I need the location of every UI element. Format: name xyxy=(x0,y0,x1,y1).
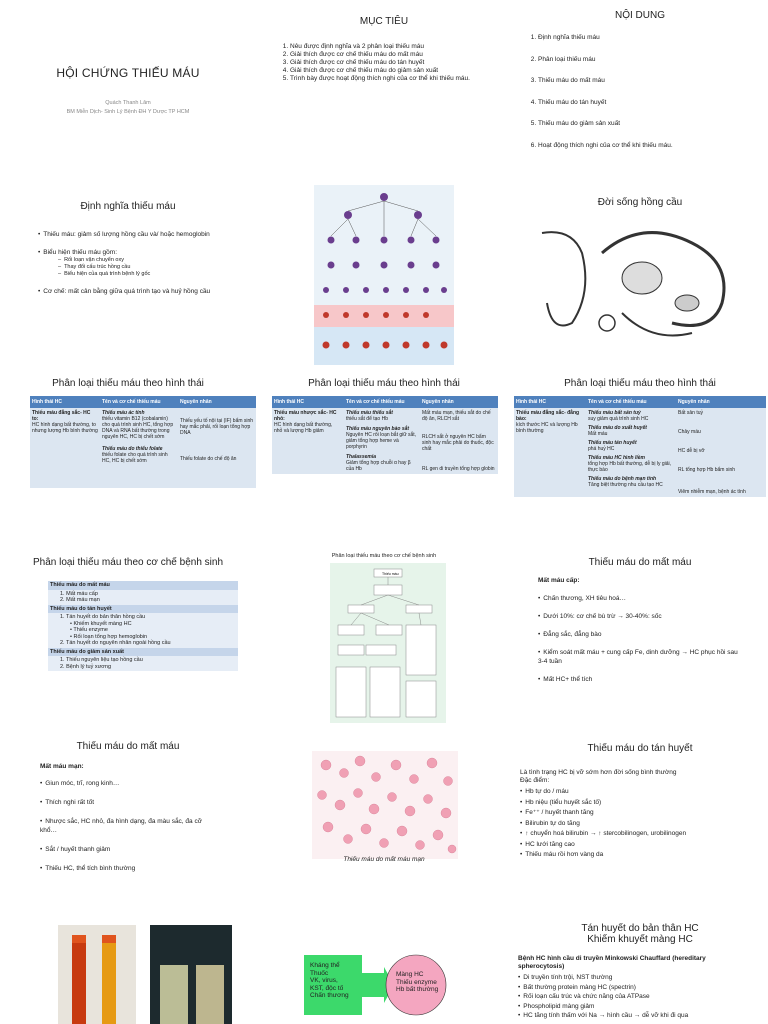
list-item: • Thiếu enzyme xyxy=(70,627,108,633)
slide-contents xyxy=(512,0,768,185)
table-cell xyxy=(514,408,586,497)
list-item: 2. Tán huyết do nguyên nhân ngoài hồng cầu xyxy=(60,640,171,646)
rbc-lifecycle-diagram xyxy=(512,213,768,363)
pathogenesis-list xyxy=(48,581,238,671)
cell-title: Thiếu máu đẳng sắc- HC to: xyxy=(32,410,91,422)
cell-title: Thiếu máu do thiếu folate xyxy=(102,446,163,452)
author-name: Quách Thanh Lâm xyxy=(105,100,151,106)
slide-pathogenesis xyxy=(0,545,256,730)
cell-title: Thiếu máu ác tính xyxy=(102,410,145,416)
list-item: • Di truyền tính trội, NST thường xyxy=(518,973,768,983)
sample-tubes-photo xyxy=(0,915,256,1024)
cause-item: Kháng thể xyxy=(310,962,340,969)
cause-item: KST, độc tố xyxy=(310,984,344,992)
symptom-sublist xyxy=(48,257,256,278)
group-heading: Thiếu máu do giảm sản xuất xyxy=(48,648,238,657)
list-item: 2. Bệnh lý tuỷ xương xyxy=(60,663,112,670)
slide-membrane-defect xyxy=(512,915,768,1024)
list-item: • Bất thường protein màng HC (spectrin) xyxy=(518,983,768,993)
cell-text: Chảy máu xyxy=(678,429,701,435)
list-item: • Dưới 10%: cơ chế bù trừ → 30-40%: sốc xyxy=(538,612,744,621)
mechanism-list xyxy=(38,287,253,296)
intro-text: Là tình trạng HC bị vỡ sớm hơn đời sống bình thường xyxy=(520,769,677,776)
morphology-table xyxy=(272,396,498,474)
hemolysis-intro xyxy=(520,769,676,785)
slide-chronic-blood-loss xyxy=(0,735,256,920)
list-item: • Chấn thương, XH tiêu hoá… xyxy=(538,594,744,603)
photo-left-background xyxy=(58,925,136,1024)
table-header: Nguyên nhân xyxy=(676,396,766,408)
list-item: 5. Trình bày được hoạt động thích nghi của cơ thể khi thiếu máu. xyxy=(290,75,478,83)
slide-hemolysis xyxy=(512,735,768,920)
tube-orange xyxy=(102,943,116,1024)
slide-heading xyxy=(512,923,768,945)
slide-heading: Đời sống hồng cầu xyxy=(597,197,683,208)
kidney-shape xyxy=(599,315,615,331)
list-item: • Fe⁺⁺ / huyết thanh tăng xyxy=(520,808,760,819)
list-item: • Rối loạn tổng hợp hemoglobin xyxy=(70,633,148,640)
list-item: – Rối loạn vận chuyển oxy xyxy=(58,257,256,264)
symptoms-list xyxy=(38,248,256,257)
list-item: 3. Giải thích được cơ chế thiếu máu do tán huyết xyxy=(290,59,478,67)
slide-heading: Phân loại thiếu máu theo cơ chế bệnh sinh xyxy=(331,553,437,559)
causes-diagram-shapes xyxy=(256,915,512,1024)
flowchart-diagram xyxy=(256,563,512,730)
section-heading: Mất máu mạn: xyxy=(40,763,84,770)
cell-text: RL tổng hợp Hb bẩm sinh xyxy=(678,467,736,473)
section-heading: Mất máu cấp: xyxy=(538,577,580,584)
cell-title: Thiếu máu HC hình liềm xyxy=(588,455,645,461)
list-item: 1. Tán huyết do bản thân hồng cầu xyxy=(60,614,146,620)
slide-heading: Phân loại thiếu máu theo hình thái xyxy=(52,378,204,389)
internal-causes-text xyxy=(396,971,438,994)
list-item: • Giun móc, trĩ, rong kinh… xyxy=(40,779,220,788)
slide-pathogenesis-flowchart xyxy=(256,545,512,730)
table-cell xyxy=(676,408,766,497)
list-item: • HC lưới tăng cao xyxy=(520,840,760,851)
tube-cap xyxy=(102,935,116,943)
list-item: • Rối loạn cấu trúc và chức năng của ATPase xyxy=(518,992,768,1002)
author-block xyxy=(0,99,256,117)
slide-heading: MỤC TIÊU xyxy=(359,16,409,27)
table-cell xyxy=(100,408,178,488)
beaker-left xyxy=(160,965,188,1024)
presentation-title: HỘI CHỨNG THIẾU MÁU xyxy=(56,66,200,80)
table-header: Hình thái HC xyxy=(272,396,344,408)
list-item: • Biểu hiện thiếu máu gồm: xyxy=(38,248,256,257)
cell-text: RLCH sắt ở nguyên HC bẩm sinh hay mắc phải do thuốc, độc chất xyxy=(422,434,494,452)
table-row xyxy=(30,408,256,488)
vessel-loop xyxy=(602,233,724,326)
table-header: Nguyên nhân xyxy=(420,396,498,408)
list-item: • Thích nghi rất tốt xyxy=(40,798,220,807)
list-item: 5. Thiếu máu do giảm sản xuất xyxy=(538,113,768,135)
slide-heading: Thiếu máu do tán huyết xyxy=(587,743,693,754)
list-item: • Nhược sắc, HC nhỏ, đa hình dạng, đa màu sắc, đa cỡ khổ… xyxy=(40,817,220,835)
cell-text: Giảm tổng hợp chuỗi α hay β của Hb xyxy=(346,460,411,472)
table-row xyxy=(514,408,766,497)
list-item: • Đẳng sắc, đẳng bào xyxy=(538,630,744,639)
slide-hematopoiesis-diagram xyxy=(256,185,512,370)
table-cell xyxy=(344,408,420,474)
group-heading: Thiếu máu do mất máu xyxy=(48,581,238,590)
cause-item: Màng HC xyxy=(396,971,424,978)
slide-title xyxy=(0,0,256,185)
cell-title: Thiếu máu do xuất huyết xyxy=(588,425,647,431)
list-item: • Bilirubin tự do tăng xyxy=(520,819,760,830)
cell-text: suy giảm quá trình sinh HC xyxy=(588,416,649,422)
group-body xyxy=(48,656,238,671)
table-row xyxy=(272,408,498,474)
list-item: 2. Mất máu mạn xyxy=(60,597,100,603)
list-item: • Hb tự do / máu xyxy=(520,787,760,798)
list-item: 4. Thiếu máu do tán huyết xyxy=(538,92,768,114)
table-header: Hình thái HC xyxy=(514,396,586,408)
chronic-loss-list xyxy=(40,779,220,873)
beaker-right xyxy=(196,965,224,1024)
cell-text: thiếu vitamin B12 (cobalamin) cho quá trình sinh HC, tổng hợp DNA và RNA bất thường trong nguyên HC, HC bị chết sớm xyxy=(102,416,174,440)
table-header: Hình thái HC xyxy=(30,396,100,408)
cell-text: Bất sản tuỷ xyxy=(678,410,704,416)
group-body xyxy=(48,590,238,605)
cause-item: VK, virus, xyxy=(310,977,338,984)
cell-title: Thiếu máu nguyên bào sắt xyxy=(346,426,410,432)
table-cell xyxy=(30,408,100,488)
list-item: – Thay đổi cấu trúc hồng cầu xyxy=(58,264,256,271)
hematopoiesis-chart-image xyxy=(256,185,512,370)
slide-heading: NỘI DUNG xyxy=(615,10,665,21)
slide-heading: Thiếu máu do mất máu xyxy=(588,557,692,568)
cell-text: Mất máu xyxy=(588,431,608,437)
cell-text: thiếu sắt để tạo Hb xyxy=(346,416,388,422)
cell-text: Viêm nhiễm mạn, bệnh ác tính xyxy=(678,489,746,495)
table-cell xyxy=(178,408,256,488)
table-header: Nguyên nhân xyxy=(178,396,256,408)
intro-text: Đặc điểm: xyxy=(520,777,550,784)
table-header: Tên và cơ chế thiếu máu xyxy=(586,396,676,408)
slide-heading: Định nghĩa thiếu máu xyxy=(80,201,176,212)
list-item: • Phospholipid màng giảm xyxy=(518,1002,768,1012)
liver-shape xyxy=(622,262,662,294)
group-heading: Thiếu máu do tán huyết xyxy=(48,605,238,614)
cell-text: HC dễ bị vỡ xyxy=(678,448,705,454)
external-causes-text xyxy=(310,962,349,1000)
heading-line: Khiếm khuyết màng HC xyxy=(587,934,693,945)
table-header: Tên và cơ chế thiếu máu xyxy=(344,396,420,408)
membrane-defect-list xyxy=(518,973,768,1021)
slide-definition xyxy=(0,185,256,370)
cell-text: kích thước HC và lượng Hb bình thường xyxy=(516,422,578,434)
group-body xyxy=(48,613,238,648)
slide-hemolysis-causes xyxy=(256,915,512,1024)
objectives-list xyxy=(278,43,478,83)
list-item: 6. Hoạt động thích nghi của cơ thể khi thiếu máu. xyxy=(538,135,768,157)
table-cell xyxy=(420,408,498,474)
flowchart-top-label: Thiếu máu xyxy=(382,572,399,576)
morphology-table xyxy=(514,396,766,497)
cell-text: Tăng biệt thường nhu cầu tạo HC xyxy=(588,482,663,488)
tube-red xyxy=(72,943,86,1024)
slide-heading: Phân loại thiếu máu theo hình thái xyxy=(564,378,716,389)
list-item: • ↑ chuyển hoá bilirubin → ↑ stercobilinogen, urobilinogen xyxy=(520,829,760,840)
cell-title: Thiếu máu thiếu sắt xyxy=(346,410,393,416)
list-item: 2. Giải thích được cơ chế thiếu máu do mất máu xyxy=(290,51,478,59)
table-header: Tên và cơ chế thiếu máu xyxy=(100,396,178,408)
cell-text: phá huỷ HC xyxy=(588,446,615,452)
list-item: • Kiểm soát mất máu + cung cấp Fe, dinh dưỡng → HC phục hồi sau 3-4 tuần xyxy=(538,648,744,666)
hemolysis-features xyxy=(520,787,760,861)
table-cell xyxy=(586,408,676,497)
definition-list xyxy=(38,230,248,239)
tube-cap xyxy=(72,935,86,943)
cell-title: Thiếu máu nhược sắc- HC nhỏ: xyxy=(274,410,337,422)
cell-title: Thiếu máu bất sản tuỷ xyxy=(588,410,641,416)
slide-blood-smear xyxy=(256,735,512,920)
list-item: • Sắt / huyết thanh giảm xyxy=(40,845,220,854)
cell-text: Thiếu folate do chế độ ăn xyxy=(180,456,237,462)
cell-text: thiếu folate cho quá trình sinh HC, HC bị chết sớm xyxy=(102,452,168,464)
author-dept: BM Miễn Dịch- Sinh Lý Bệnh ĐH Y Dược TP HCM xyxy=(66,109,190,115)
cause-item: Thuốc xyxy=(310,969,329,977)
list-item: • Hb niệu (tiểu huyết sắc tố) xyxy=(520,798,760,809)
acute-loss-list xyxy=(538,594,744,684)
heading-line: Tán huyết do bản thân HC xyxy=(581,923,699,934)
slide-heading: Phân loại thiếu máu theo cơ chế bệnh sinh xyxy=(32,557,224,568)
section-heading: Bệnh HC hình cầu di truyền Minkowski Chauffard (hereditary spherocytosis) xyxy=(518,955,706,970)
cell-text: Nguyên HC rối loạn bắt giữ sắt, giảm tổng hợp heme và porphyrin xyxy=(346,432,417,450)
cell-text: HC hình dạng bất thường, nhỏ và lượng Hb giảm xyxy=(274,422,333,434)
slide-morphology-microcytic xyxy=(256,370,512,555)
slide-objectives xyxy=(256,0,512,185)
slide-heading: Phân loại thiếu máu theo hình thái xyxy=(308,378,460,389)
spleen-shape xyxy=(675,295,699,311)
list-item: 2. Phân loại thiếu máu xyxy=(538,49,768,71)
slide-heading: Thiếu máu do mất máu xyxy=(76,741,180,752)
list-item: • Khiếm khuyết màng HC xyxy=(70,620,132,627)
list-item: • Cơ chế: mất cân bằng giữa quá trình tạo và huỷ hồng cầu xyxy=(38,287,253,296)
cell-title: Thiếu máu tán huyết xyxy=(588,440,637,446)
contents-list xyxy=(526,27,768,156)
cell-title: Thiếu máu do bệnh mạn tính xyxy=(588,476,657,482)
bone-outline xyxy=(542,232,585,325)
list-item: 1. Định nghĩa thiếu máu xyxy=(538,27,768,49)
cell-text: RL gen di truyền tổng hợp globin xyxy=(422,466,495,472)
cell-text: tổng hợp Hb bất thường, dễ bị ly giải, thực bào xyxy=(588,461,672,473)
slide-morphology-macrocytic xyxy=(0,370,256,555)
cell-title: Thalassemia xyxy=(346,454,377,460)
slide-rbc-lifecycle xyxy=(512,185,768,370)
table-cell xyxy=(272,408,344,474)
list-item: • Thiếu máu: giảm số lượng hồng cầu và/ hoặc hemoglobin xyxy=(38,230,248,239)
list-item: 1. Thiếu nguyên liệu tạo hồng cầu xyxy=(60,657,143,663)
cell-text: Mất máu mạn, thiếu sắt do chế độ ăn, RLCH sắt xyxy=(422,410,491,422)
list-item: • HC tăng tính thấm với Na → hình cầu → dễ vỡ khi đi qua xyxy=(518,1011,768,1021)
slide-morphology-normocytic xyxy=(512,370,768,555)
cell-title: Thiếu máu đẳng sắc- đẳng bào: xyxy=(516,410,580,422)
list-item: – Biểu hiện của quá trình bệnh lý gốc xyxy=(58,271,256,278)
slide-sample-tubes xyxy=(0,915,256,1024)
cause-item: Thiếu enzyme xyxy=(396,978,437,986)
image-caption: Thiếu máu do mất máu mạn xyxy=(343,856,425,863)
list-item: • Mất HC+ thể tích xyxy=(538,675,744,684)
cause-item: Hb bất thường xyxy=(396,986,439,993)
list-item: 1. Mất máu cấp xyxy=(60,590,98,597)
list-item: 1. Nêu được định nghĩa và 2 phân loại thiếu máu xyxy=(290,43,478,51)
slide-acute-blood-loss xyxy=(512,545,768,730)
list-item: • Thiếu HC, thể tích bình thường xyxy=(40,864,220,873)
blood-smear-image xyxy=(256,751,512,871)
morphology-table xyxy=(30,396,256,488)
list-item: 4. Giải thích được cơ chế thiếu máu do giảm sản xuất xyxy=(290,67,478,75)
cell-text: Thiếu yếu tố nội tại (IF) bẩm sinh hay mắc phải, rối loạn tổng hợp DNA xyxy=(180,418,254,436)
cell-text: HC hình dạng bất thường, to nhưng lượng Hb bình thường xyxy=(32,422,98,434)
list-item: • Thiếu máu rồi hơn vàng da xyxy=(520,850,760,861)
list-item: 3. Thiếu máu do mất máu xyxy=(538,70,768,92)
cause-item: Chấn thương xyxy=(310,992,349,999)
